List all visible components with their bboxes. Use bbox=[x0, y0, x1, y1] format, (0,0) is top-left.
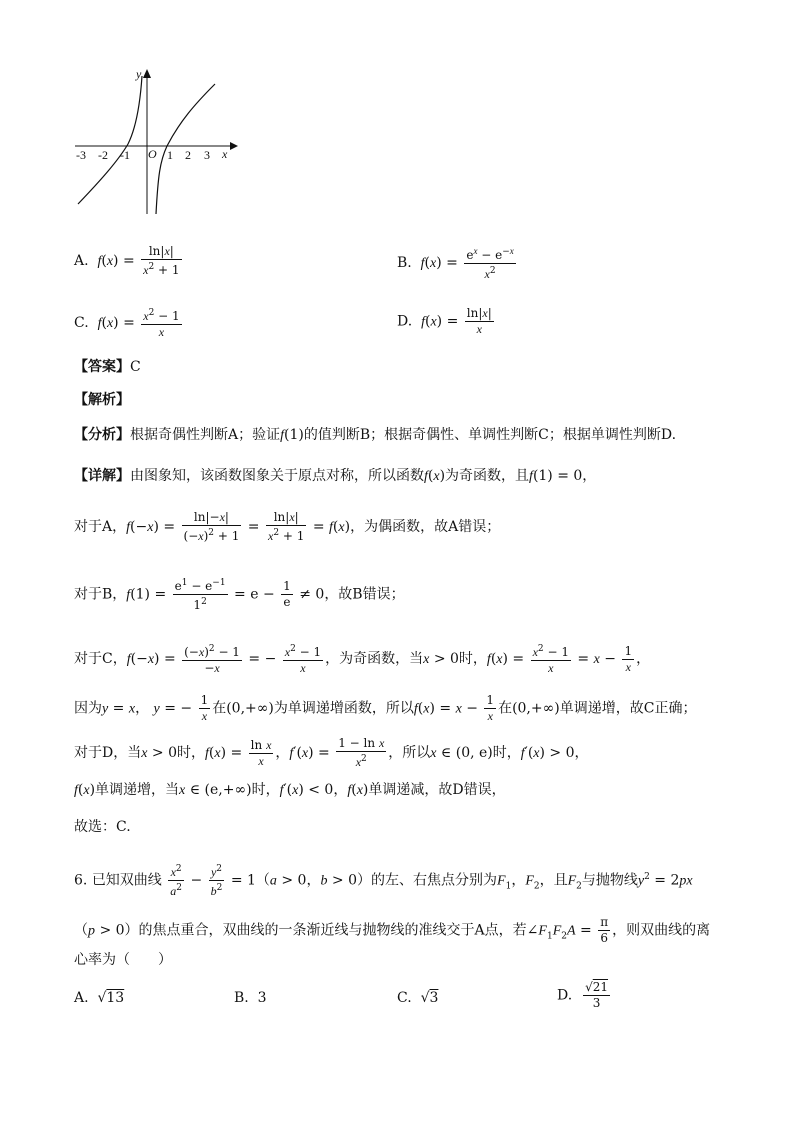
q6-line-3: 心率为（ ） bbox=[74, 952, 172, 968]
tick-label: 1 bbox=[167, 148, 173, 162]
detail-tag: 【详解】 bbox=[74, 468, 130, 484]
left-branch bbox=[78, 76, 142, 204]
tick-label: 2 bbox=[185, 148, 191, 162]
y-axis-arrow bbox=[143, 69, 151, 78]
option-label: C. bbox=[74, 315, 89, 331]
option-label: D. bbox=[397, 313, 413, 330]
option-c[interactable]: C. f(x) = $\frac{x^2 - 1}{x}$ bbox=[74, 308, 180, 339]
function-graph bbox=[70, 66, 240, 216]
detail-a: 对于A，f(−x) = $\frac{\ln|-x|}{(-x)^2 + 1}$ = $\frac{\ln|x|}{x^2 + 1}$ = f(x)，为偶函数，故A错误； bbox=[74, 510, 501, 543]
analysis-tag: 【解析】 bbox=[74, 392, 130, 408]
option-a[interactable]: A. f(x) = $\frac{\ln|x|}{x^2 + 1}$ bbox=[74, 244, 180, 277]
origin-label: O bbox=[148, 147, 157, 161]
detail-c-1: 对于C，f(−x) = $\frac{(-x)^2 - 1}{-x}$ = − $\frac{x^2 - 1}{x}$ ，为奇函数，当x > 0时，f(x) = $\frac{x^2 - 1}{x}$ = x − $\frac{1}{x}$ ， bbox=[74, 643, 651, 675]
q6-option-b[interactable]: B. 3 bbox=[234, 990, 267, 1006]
tick-label: -2 bbox=[98, 148, 108, 162]
fenxi-tag: 【分析】 bbox=[74, 427, 130, 443]
detail-d-1: 对于D，当x > 0时，f(x) = $\frac{\text{ln x}}{x}$ ，f′(x) = $\frac{\text{1 − ln x}}{x^2}$ ，所以x ∈ (0, e)时，f′(x) > 0， bbox=[74, 736, 589, 769]
answer-value: C bbox=[130, 359, 141, 375]
option-b[interactable]: B. f(x) = $\frac{e^x - e^{-x}}{x^2}$ bbox=[397, 246, 514, 281]
answer-tag: 【答案】 bbox=[74, 359, 130, 375]
tick-label: -1 bbox=[120, 148, 130, 162]
answer-line bbox=[74, 357, 141, 377]
option-label: A. bbox=[74, 253, 89, 269]
q6-number: 6. bbox=[74, 872, 88, 889]
detail-b: 对于B，f(1) = $\frac{e^1 - e^{-1}}{1^2}$ = e − $\frac{1}{e}$ ≠ 0，故B错误； bbox=[74, 578, 405, 612]
x-axis-arrow bbox=[230, 142, 238, 150]
q6-line-2: （p > 0）的焦点重合，双曲线的一条渐近线与抛物线的准线交于A点，若$\angle F_1F_2A$ = $\frac{\pi}{6}$ ，则双曲线的离 bbox=[74, 915, 711, 945]
tick-label: -3 bbox=[76, 148, 86, 162]
detail-conclusion: 故选：C. bbox=[74, 819, 131, 835]
y-axis-label: y bbox=[136, 67, 142, 81]
q6-line-1: 6. 已知双曲线 $\frac{x^2}{a^2}$ − $\frac{y^2}{b^2}$ = 1（a > 0，b > 0）的左、右焦点分别为$F_1$，$F_2$，且$F_2$与抛物线$y^2 = 2px$ bbox=[74, 864, 693, 898]
q6-option-d[interactable]: D. $\frac{√21}{3}$ bbox=[557, 980, 609, 1010]
detail-d-2: f(x)单调递增，当x ∈ (e,+∞)时，f′(x) < 0，f(x)单调递减，故D错误， bbox=[74, 782, 506, 798]
x-axis-label: x bbox=[222, 147, 228, 161]
fenxi-line: 【分析】根据奇偶性判断A；验证f(1)的值判断B；根据奇偶性、单调性判断C；根据单调性判断D. bbox=[74, 427, 677, 443]
q6-option-a[interactable]: A. √13 bbox=[74, 990, 125, 1006]
detail-line-1: 【详解】由图象知，该函数图象关于原点对称，所以函数f(x)为奇函数，且f(1) = 0， bbox=[74, 468, 597, 484]
option-d[interactable]: D. f(x) = $\frac{\ln|x|}{x}$ bbox=[397, 306, 492, 336]
tick-label: 3 bbox=[204, 148, 210, 162]
detail-c-2: 因为y = x， y = − $\frac{1}{x}$ 在(0,+∞)为单调递增函数，所以f(x) = x − $\frac{1}{x}$ 在(0,+∞)单调递增，故C正确； bbox=[74, 693, 697, 723]
option-label: B. bbox=[397, 255, 412, 271]
q6-option-c[interactable]: C. √3 bbox=[397, 990, 439, 1006]
